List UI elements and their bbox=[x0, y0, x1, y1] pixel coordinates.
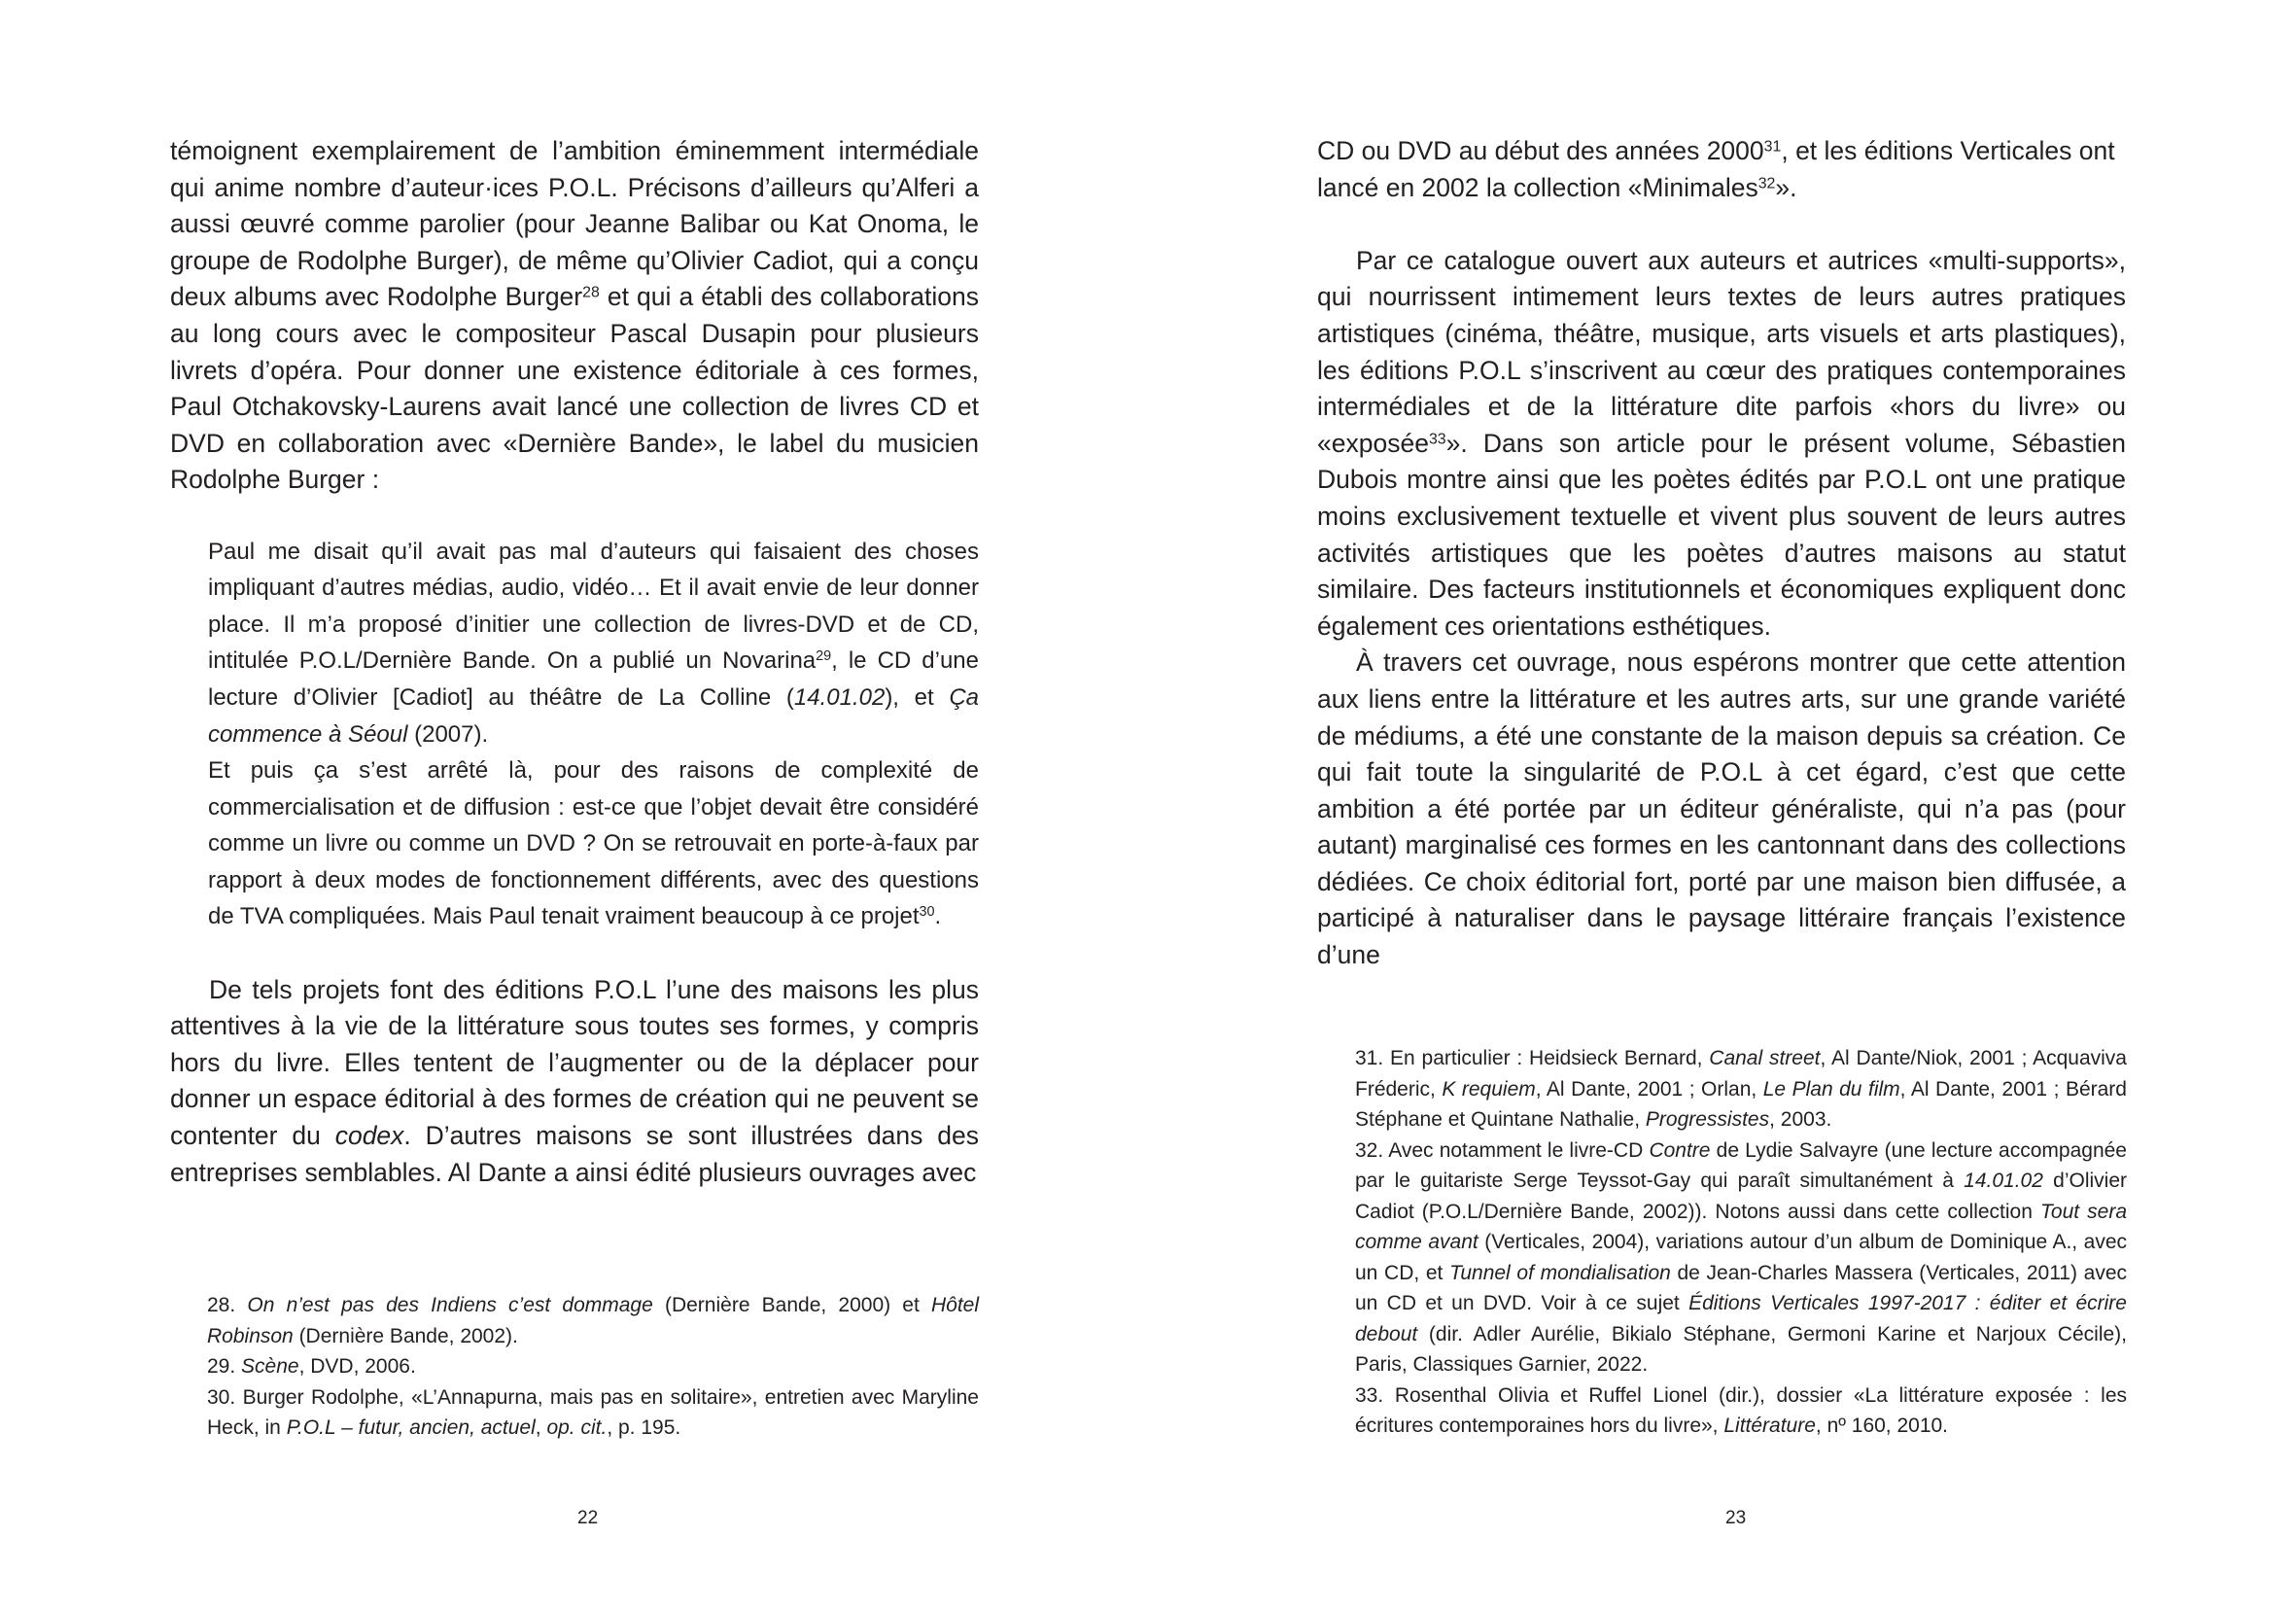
italic-text: K requiem bbox=[1442, 1077, 1536, 1100]
italic-text: P.O.L – futur, ancien, actuel bbox=[286, 1416, 536, 1439]
footnote-ref: 29 bbox=[816, 648, 832, 665]
quote-paragraph: Et puis ça s’est arrêté là, pour des raisons de complexité de commercialisation et de diffusion : est-ce que l’objet devait être considéré comme un livre ou comme un DVD ? On se retrouvait en porte-à-faux par rapport à deux modes de fonctionnement différents, avec des questions de TVA compliquées. Mais Paul tenait vraiment beaucoup à ce projet$^{30}$. bbox=[208, 757, 979, 930]
italic-text: Hôtel Robinson bbox=[207, 1294, 980, 1347]
footnote: 33. Rosenthal Olivia et Ruffel Lionel (dir.), dossier «La littérature exposée : les écritures contemporaines hors du livre», Littérature, nº 160, 2010. bbox=[1355, 1383, 2127, 1437]
italic-text: On n’est pas des Indiens c’est dommage bbox=[247, 1294, 653, 1316]
italic-text: Éditions Verticales 1997-2017 : éditer et écrire debout bbox=[1355, 1292, 2127, 1345]
page-number: 22 bbox=[577, 1508, 599, 1528]
italic-text: Progressistes bbox=[1645, 1108, 1770, 1131]
footnote-ref: 28 bbox=[582, 284, 600, 301]
italic-text: Littérature bbox=[1723, 1415, 1816, 1437]
italic-text: Ça commence à Séoul bbox=[208, 683, 979, 748]
page-number: 23 bbox=[1725, 1508, 1747, 1528]
italic-text: 14.01.02 bbox=[793, 683, 886, 711]
italic-text: Contre bbox=[1649, 1138, 1711, 1162]
footnote-ref: 33 bbox=[1428, 431, 1446, 448]
paragraph: Par ce catalogue ouvert aux auteurs et autrices «multi-supports», qui nourrissent intimement leurs textes de leurs autres pratiques artistiques (cinéma, théâtre, musique, arts visuels et arts plastiques), les éditions P.O.L s’inscrivent au cœur des pratiques contemporaines intermédiales et de la littérature dite parfois «hors du livre» ou «exposée$^{33}$». Dans son article pour le présent volume, Sébastien Dubois montre ainsi que les poètes édités par P.O.L ont une pratique moins exclusivement textuelle et vivent plus souvent de leurs autres activités artistiques que les poètes d’autres maisons au statut similaire. Des facteurs institutionnels et économiques expliquent donc également ces orientations esthétiques. bbox=[1317, 245, 2126, 641]
italic-text: op. cit. bbox=[546, 1416, 608, 1439]
paragraph: À travers cet ouvrage, nous espérons montrer que cette attention aux liens entre la littérature et les autres arts, sur une grande variété de médiums, a été une constante de la maison depuis sa création. Ce qui fait toute la singularité de P.O.L à cet égard, c’est que cette ambition a été portée par un éditeur généraliste, qui n’a pas (pour autant) marginalisé ces formes en les cantonnant dans des collections dédiées. Ce choix éditorial fort, porté par une maison bien diffusée, a participé à naturaliser dans le paysage littéraire français l’existence d’une bbox=[1317, 647, 2126, 970]
italic-text: Tunnel of mondialisation bbox=[1449, 1261, 1671, 1284]
paragraph: témoignent exemplairement de l’ambition éminemment intermédiale qui anime nombre d’auteur·ices P.O.L. Précisons d’ailleurs qu’Alferi a aussi œuvré comme parolier (pour Jeanne Balibar ou Kat Onoma, le groupe de Rodolphe Burger), de même qu’Olivier Cadiot, qui a conçu deux albums avec Rodolphe Burger$^{28}$ et qui a établi des collaborations au long cours avec le compositeur Pascal Dusapin pour plusieurs livrets d’opéra. Pour donner une existence éditoriale à ces formes, Paul Otchakovsky-Laurens avait lancé une collection de livres CD et DVD en collaboration avec «Dernière Bande», le label du musicien Rodolphe Burger : bbox=[170, 136, 979, 495]
italic-text: Le Plan du film bbox=[1762, 1077, 1900, 1100]
footnote: 31. En particulier : Heidsieck Bernard, Canal street, Al Dante/Niok, 2001 ; Acquaviva Fréderic, K requiem, Al Dante, 2001 ; Orlan, Le Plan du film, Al Dante, 2001 ; Bérard Stéphane et Quintane Nathalie, Progressistes, 2003. bbox=[1355, 1047, 2127, 1131]
footnote-ref: 32 bbox=[1757, 174, 1776, 192]
footnote: 32. Avec notamment le livre-CD Contre de Lydie Salvayre (une lecture accompagnée par le guitariste Serge Teyssot-Gay qui paraît simultanément à 14.01.02 d’Olivier Cadiot (P.O.L/Dernière Bande, 2002)). Notons aussi dans cette collection Tout sera comme avant (Verticales, 2004), variations autour d’un album de Dominique A., avec un CD, et Tunnel of mondialisation de Jean-Charles Massera (Verticales, 2011) avec un CD et un DVD. Voir à ce sujet Éditions Verticales 1997-2017 : éditer et écrire debout (dir. Adler Aurélie, Bikialo Stéphane, Germoni Karine et Narjoux Cécile), Paris, Classiques Garnier, 2022. bbox=[1355, 1138, 2128, 1376]
italic-text: Canal street bbox=[1709, 1047, 1821, 1069]
italic-text: Scène bbox=[241, 1355, 299, 1378]
paragraph: De tels projets font des éditions P.O.L l’une des maisons les plus attentives à la vie de la littérature sous toutes ses formes, y compris hors du livre. Elles tentent de l’augmenter ou de la déplacer pour donner un espace éditorial à des formes de création qui ne peuvent se contenter du codex. D’autres maisons se sont illustrées dans des entreprises semblables. Al Dante a ainsi édité plusieurs ouvrages avec bbox=[170, 974, 979, 1187]
italic-text: 14.01.02 bbox=[1964, 1170, 2043, 1192]
right-footnotes bbox=[1355, 1043, 2127, 1442]
right-main-text bbox=[1317, 133, 2126, 974]
footnote-ref: 30 bbox=[919, 904, 935, 921]
italic-text: Tout sera comme avant bbox=[1355, 1200, 2128, 1253]
footnote: 28. On n’est pas des Indiens c’est dommage (Dernière Bande, 2000) et Hôtel Robinson (Dernière Bande, 2002). bbox=[207, 1294, 980, 1347]
footnote: 29. Scène, DVD, 2006. bbox=[207, 1355, 416, 1378]
italic-text: codex bbox=[334, 1121, 404, 1151]
footnote: 30. Burger Rodolphe, «L’Annapurna, mais pas en solitaire», entretien avec Maryline Heck, in P.O.L – futur, ancien, actuel, op. cit., p. 195. bbox=[207, 1385, 979, 1439]
paragraph: CD ou DVD au début des années 2000$^{31}$, et les éditions Verticales ont lancé en 2002 la collection «Minimales$^{32}$». bbox=[1317, 136, 2115, 202]
quote-paragraph: Paul me disait qu’il avait pas mal d’auteurs qui faisaient des choses impliquant d’autres médias, audio, vidéo… Et il avait envie de leur donner place. Il m’a proposé d’initier une collection de livres-DVD et de CD, intitulée P.O.L/Dernière Bande. On a publié un Novarina$^{29}$, le CD d’une lecture d’Olivier [Cadiot] au théâtre de La Colline (14.01.02), et Ça commence à Séoul (2007). bbox=[208, 538, 979, 748]
footnote-ref: 31 bbox=[1763, 138, 1782, 156]
